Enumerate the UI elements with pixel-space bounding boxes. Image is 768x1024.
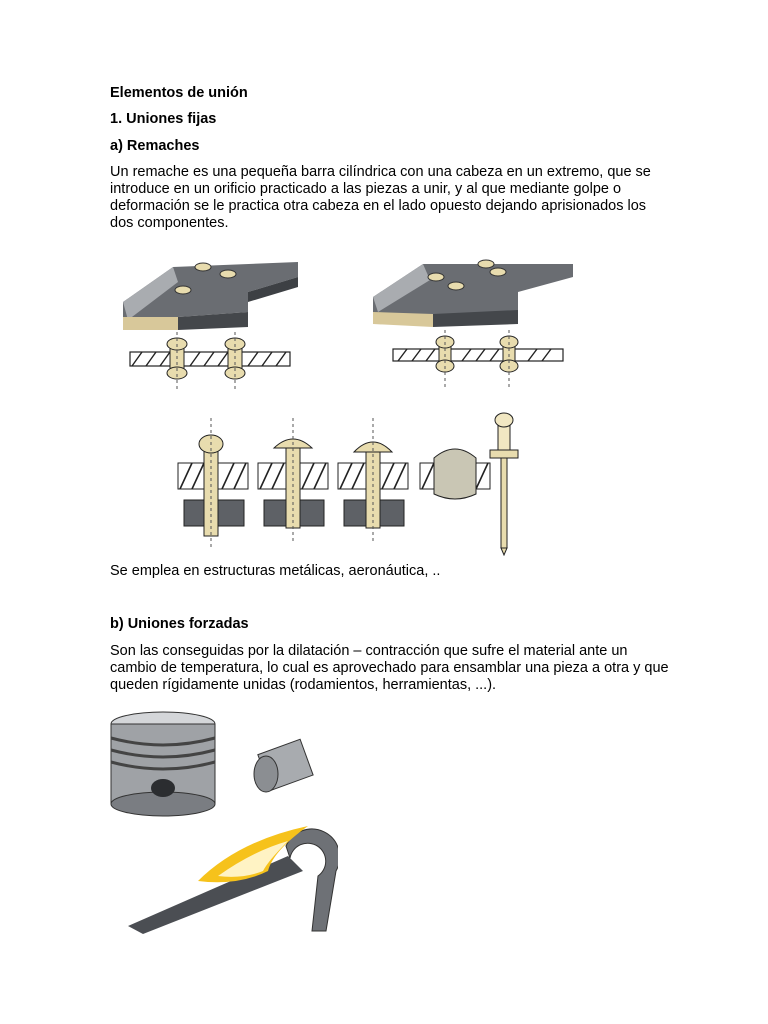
blind-rivet — [490, 413, 518, 555]
subsection-heading-uniones-forzadas: b) Uniones forzadas — [110, 616, 249, 632]
piston-heat-fit-figure — [108, 706, 338, 934]
rivet-stage-1 — [178, 418, 248, 548]
rivet-stage-2 — [258, 418, 328, 543]
paragraph-remaches: Un remache es una pequeña barra cilíndrica con una cabeza en un extremo, que se introduce en un orificio practicado a las piezas a unir, y al que mediante golpe o deformación se le practica otra cabeza en el lado opuesto dejando aprisionados los dos componentes. — [110, 164, 651, 231]
rivet-stage-4 — [420, 449, 490, 499]
riveted-plates-figure-right — [368, 252, 578, 402]
riveted-plates-figure-left — [118, 252, 308, 402]
rivet-stage-3 — [338, 418, 408, 543]
doc-title: Elementos de unión — [110, 85, 248, 101]
section-heading: 1. Uniones fijas — [110, 111, 217, 127]
subsection-heading-remaches: a) Remaches — [110, 138, 200, 154]
rivet-process-sequence-figure — [170, 408, 530, 556]
paragraph-uniones-forzadas: Son las conseguidas por la dilatación – contracción que sufre el material ante un cambio de temperatura, lo cual es aprovechado para ensamblar una pieza a otra y que queden rígidamente unidas (rodamientos, herramientas, ...). — [110, 643, 669, 693]
usage-text-remaches: Se emplea en estructuras metálicas, aeronáutica, .. — [110, 563, 441, 579]
